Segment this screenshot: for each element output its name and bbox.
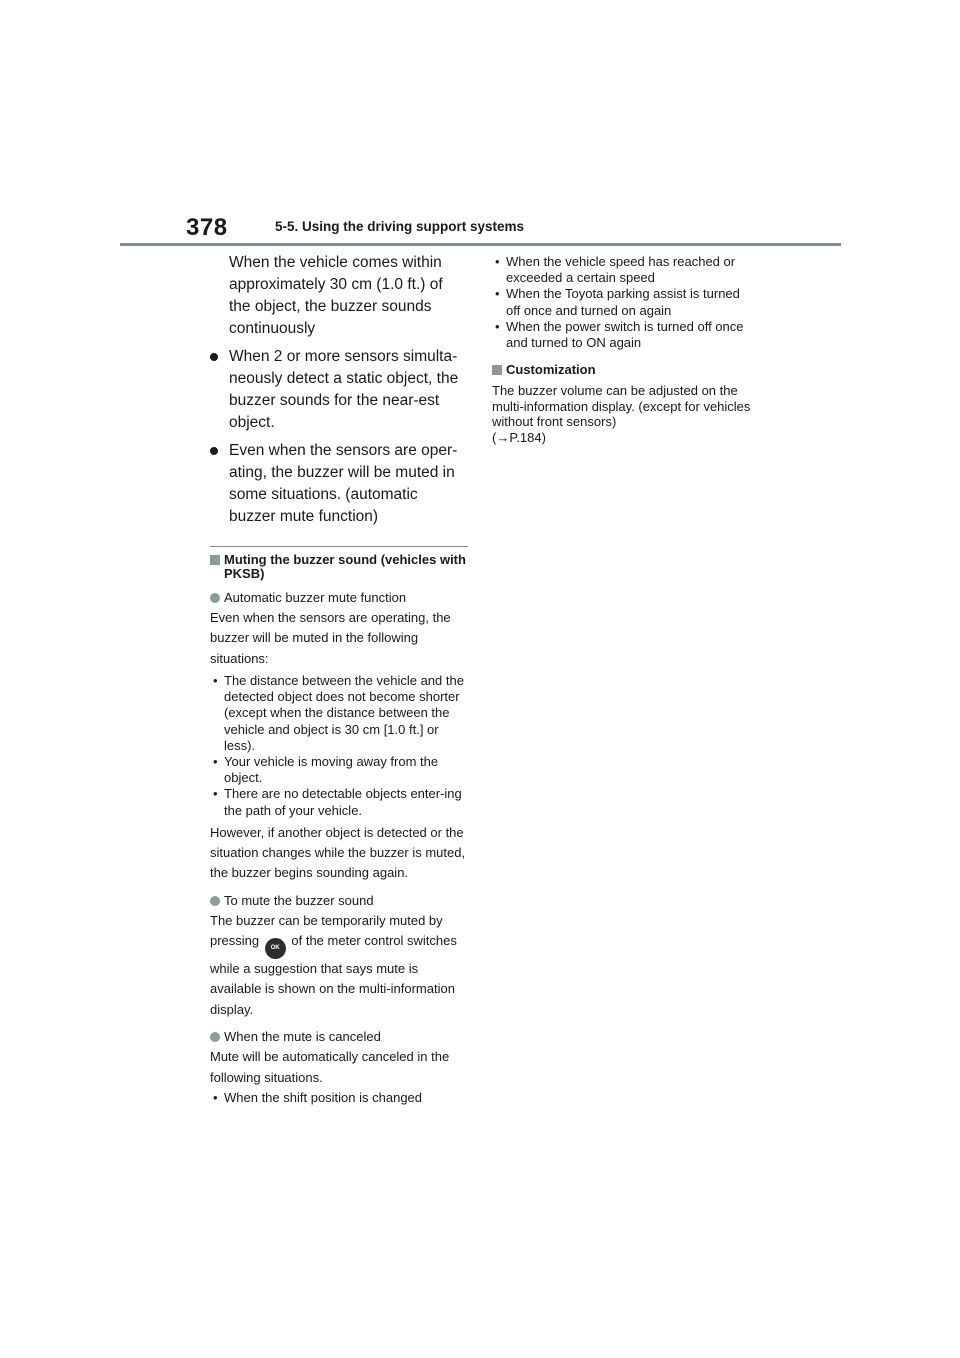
section-divider bbox=[210, 546, 468, 547]
list-item: • The distance between the vehicle and the detected object does not become shorter (except when the distance between the vehicle and object is 30 cm [1.0 ft.] or less). bbox=[210, 673, 468, 754]
bullet-item bbox=[210, 440, 468, 528]
section-title: 5-5. Using the driving support systems bbox=[275, 219, 525, 234]
ok-button-icon: OK bbox=[265, 938, 286, 959]
muting-heading: Muting the buzzer sound (vehicles with PKSB) bbox=[210, 553, 468, 581]
list-item: • There are no detectable objects enter-ing the path of your vehicle. bbox=[210, 786, 468, 818]
bullet-dot-icon bbox=[210, 447, 218, 455]
list-item: • When the shift position is changed bbox=[210, 1090, 468, 1106]
bullet-item bbox=[210, 346, 468, 434]
manual-mute-text: The buzzer can be temporarily muted by pressing OK of the meter control switches while a suggestion that says mute is available is shown on the multi-information display. bbox=[210, 912, 457, 1017]
circle-bullet-icon bbox=[210, 1032, 220, 1042]
auto-mute-after-text: However, if another object is detected or the situation changes while the buzzer is muted, the buzzer begins sounding again. bbox=[210, 824, 466, 881]
lead-paragraph: When the vehicle comes within approximately 30 cm (1.0 ft.) of the object, the buzzer sounds continuously bbox=[229, 254, 443, 337]
auto-mute-list bbox=[210, 673, 468, 819]
left-column bbox=[210, 252, 468, 1106]
square-bullet-icon bbox=[492, 365, 502, 375]
header-rule bbox=[120, 243, 841, 246]
circle-bullet-icon bbox=[210, 593, 220, 603]
manual-mute-title: To mute the buzzer sound bbox=[210, 893, 468, 909]
page-reference-link[interactable]: (→P.184) bbox=[492, 429, 546, 445]
mute-canceled-title: When the mute is canceled bbox=[210, 1029, 468, 1045]
mute-canceled-list bbox=[210, 1090, 468, 1106]
page-number: 378 bbox=[186, 214, 228, 241]
list-item: • When the power switch is turned off once and turned to ON again bbox=[492, 319, 752, 351]
mute-canceled-list-continued bbox=[492, 254, 752, 351]
circle-bullet-icon bbox=[210, 896, 220, 906]
list-item: • When the Toyota parking assist is turned off once and turned on again bbox=[492, 286, 752, 318]
customization-text: The buzzer volume can be adjusted on the multi-information display. (except for vehicles without front sensors) bbox=[492, 383, 751, 430]
auto-mute-text: Even when the sensors are operating, the buzzer will be muted in the following situations: bbox=[210, 610, 451, 666]
auto-mute-title: Automatic buzzer mute function bbox=[210, 590, 468, 606]
mute-canceled-text: Mute will be automatically canceled in the following situations. bbox=[210, 1049, 450, 1085]
customization-heading: Customization bbox=[492, 363, 752, 377]
square-bullet-icon bbox=[210, 555, 220, 565]
right-column bbox=[492, 254, 752, 445]
list-item: • When the vehicle speed has reached or exceeded a certain speed bbox=[492, 254, 752, 286]
bullet-text: When 2 or more sensors simulta-neously detect a static object, the buzzer sounds for the near-est object. bbox=[229, 348, 459, 431]
bullet-dot-icon bbox=[210, 353, 218, 361]
list-item: • Your vehicle is moving away from the object. bbox=[210, 754, 468, 786]
bullet-text: Even when the sensors are oper-ating, the buzzer will be muted in some situations. (automatic buzzer mute function) bbox=[229, 442, 458, 525]
